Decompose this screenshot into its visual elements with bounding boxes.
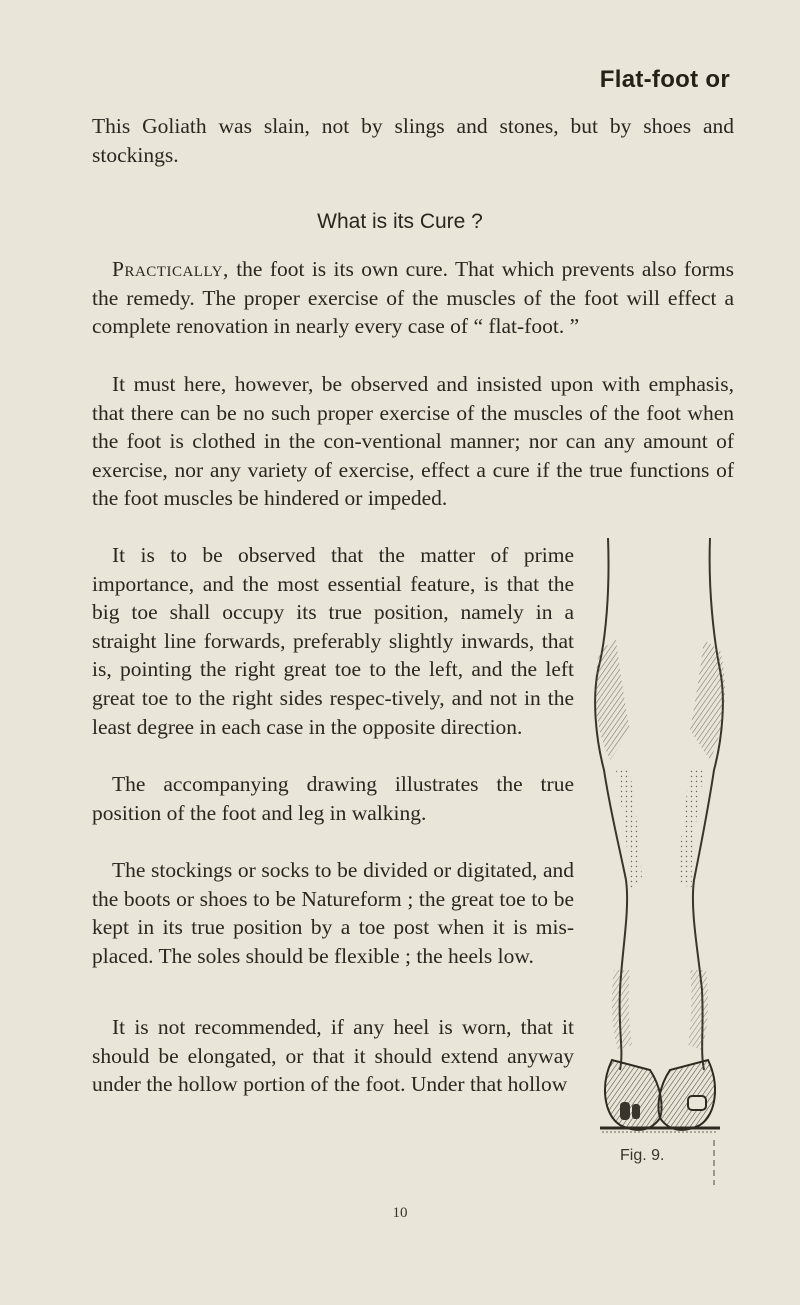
paragraph-practically-text: the foot is its own cure. That which prevents also forms the remedy. The proper exercise of the muscles of the foot will effect a complete renovation in nearly every case of “ flat-foot. ” <box>92 257 734 339</box>
section-heading: What is its Cure ? <box>317 210 483 233</box>
paragraph-practically <box>92 255 734 341</box>
leg-foot-illustration <box>590 530 730 1190</box>
figure-label: Fig. 9. <box>620 1147 665 1164</box>
paragraph-big-toe: It is to be observed that the matter of prime importance, and the most essential feature, is that the big toe shall occupy its true position, namely in a straight line forwards, preferably slightly inwards, that is, pointing the right great toe to the left, and the left great toe to the right sides respec-tively, and not in the least degree in each case in the opposite direction. <box>92 543 574 739</box>
paragraph-drawing: The accompanying drawing illustrates the true position of the foot and leg in walking. <box>92 772 574 825</box>
paragraph-stockings: The stockings or socks to be divided or digitated, and the boots or shoes to be Natureform ; the great toe to be kept in its true position by a toe post when it is mis-placed. The soles should be flexible ; the heels low. <box>92 858 574 968</box>
running-head: Flat-foot or <box>599 66 730 93</box>
opening-paragraph: This Goliath was slain, not by slings and stones, but by shoes and stockings. <box>92 114 734 167</box>
paragraph-observed: It must here, however, be observed and insisted upon with emphasis, that there can be no such proper exercise of the muscles of the foot when the foot is clothed in the con-ventional manner; nor can any amount of exercise, nor any variety of exercise, effect a cure if the true functions of the foot muscles be hindered or impeded. <box>92 372 734 511</box>
lead-word: Practically, <box>112 257 229 281</box>
paragraph-heel: It is not recommended, if any heel is worn, that it should be elongated, or that it should extend anyway under the hollow portion of the foot. Under that hollow <box>92 1015 574 1097</box>
page-number: 10 <box>392 1205 408 1221</box>
